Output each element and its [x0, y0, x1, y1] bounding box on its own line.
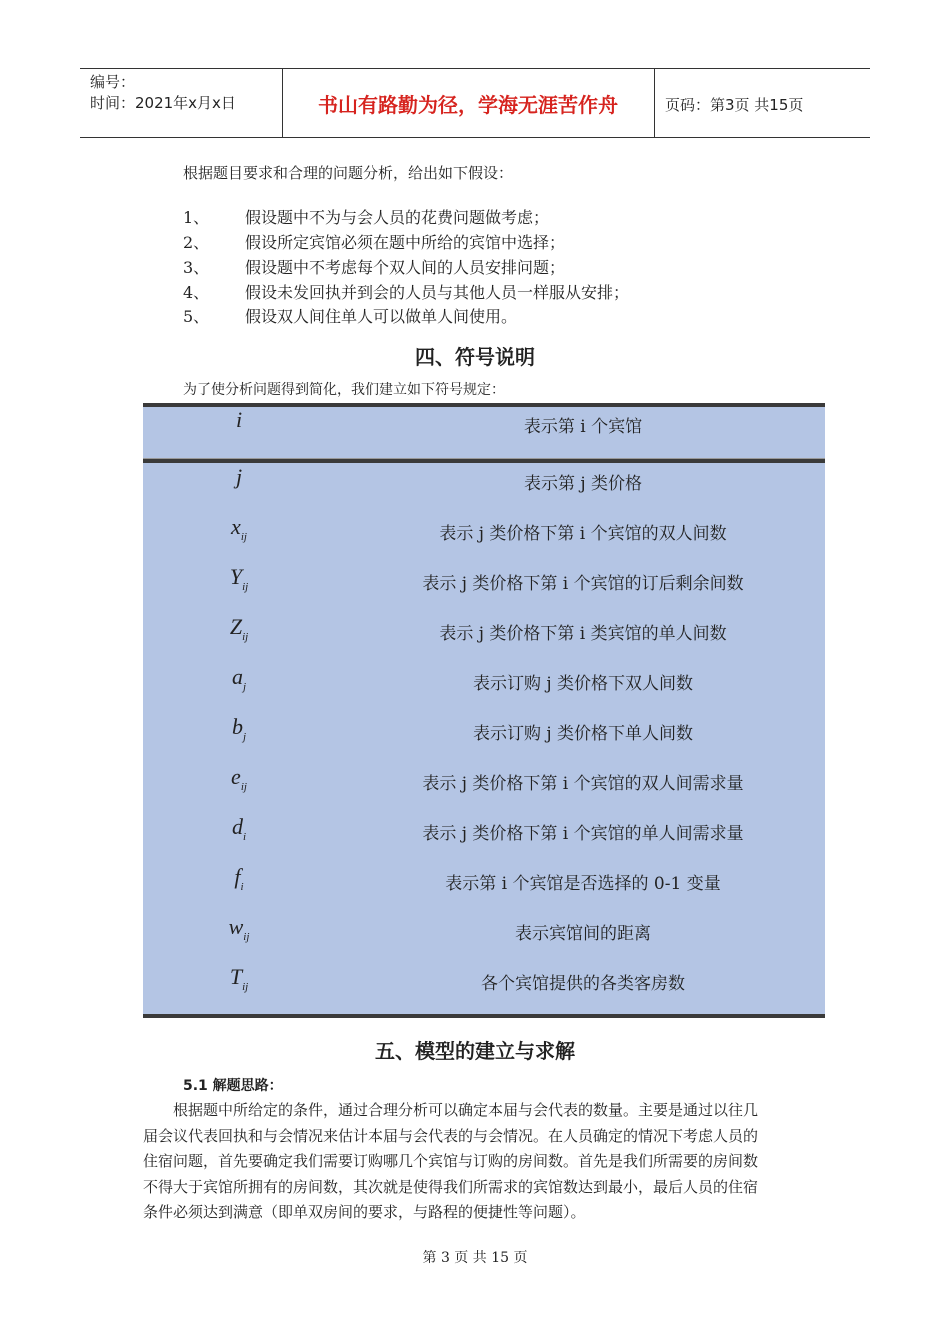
symbol-cell: $Y_{ij}$ [229, 564, 249, 593]
paragraph-line: 不得大于宾馆所拥有的房间数，其次就是使得我们所需求的宾馆数达到最小，最后人员的住宿 [143, 1177, 759, 1196]
table-header-rule [143, 459, 825, 463]
symbol-table [143, 403, 825, 1018]
table-row [143, 564, 825, 594]
paragraph-line: 届会议代表回执和与会情况来估计本届与会代表的与会情况。在人员确定的情况下考虑人员的 [143, 1126, 759, 1145]
list-item: 3、 假设题中不考虑每个双人间的人员安排问题； [183, 258, 566, 277]
list-item: 2、 假设所定宾馆必须在题中所给的宾馆中选择； [183, 233, 566, 252]
list-item: 5、 假设双人间住单人可以做单人间使用。 [183, 307, 518, 326]
table-row [143, 464, 825, 494]
description-cell: 表示 j 类价格下第 i 个宾馆的订后剩余间数 [422, 574, 744, 594]
description-cell: 表示第 j 类价格 [523, 474, 643, 494]
header-page-label: 页码：第3页 共15页 [665, 96, 804, 114]
symbol-cell: $Z_{ij}$ [229, 614, 249, 643]
table-row [143, 664, 825, 694]
table-row [143, 814, 825, 844]
section-4-intro: 为了使分析问题得到简化，我们建立如下符号规定： [183, 382, 505, 398]
table-row [143, 407, 825, 437]
table-row [143, 764, 825, 794]
symbol-cell: j [235, 464, 243, 489]
section-5-title: 五、模型的建立与求解 [375, 1039, 575, 1063]
symbol-cell: $b_j$ [231, 714, 247, 743]
description-cell: 表示第 i 个宾馆是否选择的 0-1 变量 [445, 874, 721, 894]
section-4-title: 四、符号说明 [415, 345, 535, 369]
table-bottom-rule [143, 1014, 825, 1018]
description-cell: 表示 j 类价格下第 i 类宾馆的单人间数 [439, 624, 727, 644]
symbol-cell: $d_i$ [231, 814, 247, 843]
header-info-cell [80, 69, 283, 137]
symbol-cell: i [235, 407, 243, 432]
table-row [143, 864, 825, 894]
description-cell: 表示 j 类价格下第 i 个宾馆的双人间需求量 [422, 774, 744, 794]
paragraph-line: 住宿问题，首先要确定我们需要订购哪几个宾馆与订购的房间数。首先是我们所需要的房间数 [143, 1152, 759, 1170]
symbol-cell: $f_i$ [234, 864, 244, 893]
table-row [143, 964, 825, 994]
description-cell: 表示 j 类价格下第 i 个宾馆的双人间数 [439, 524, 727, 544]
section-5-paragraph [143, 1098, 813, 1226]
description-cell: 表示订购 j 类价格下双人间数 [472, 674, 694, 694]
symbol-cell: $a_j$ [231, 664, 247, 693]
section-5-subtitle: 5.1 解题思路： [183, 1078, 283, 1094]
table-row [143, 714, 825, 744]
symbol-cell: $T_{ij}$ [229, 964, 249, 993]
description-cell: 表示宾馆间的距离 [515, 924, 651, 944]
symbol-cell: $e_{ij}$ [231, 764, 247, 793]
assumptions-intro: 根据题目要求和合理的问题分析，给出如下假设： [183, 164, 514, 182]
paragraph-line: 条件必须达到满意（即单双房间的要求，与路程的便捷性等问题）。 [143, 1203, 586, 1221]
symbol-cell: $w_{ij}$ [228, 914, 250, 943]
header-motto: 书山有路勤为径，学海无涯苦作舟 [282, 69, 655, 137]
description-cell: 各个宾馆提供的各类客房数 [481, 974, 685, 994]
list-item: 1、 假设题中不为与会人员的花费问题做考虑； [183, 208, 550, 227]
table-row [143, 914, 825, 944]
paragraph-line: 根据题中所给定的条件，通过合理分析可以确定本届与会代表的数量。主要是通过以往几 [173, 1101, 759, 1119]
symbol-cell: $x_{ij}$ [231, 514, 247, 543]
description-cell: 表示第 i 个宾馆 [523, 417, 643, 437]
description-cell: 表示订购 j 类价格下单人间数 [472, 724, 694, 744]
page-footer: 第 3 页 共 15 页 [422, 1250, 528, 1266]
table-row [143, 514, 825, 544]
list-item: 4、 假设未发回执并到会的人员与其他人员一样服从安排； [183, 283, 630, 302]
number-label: 编号： [90, 73, 136, 91]
table-row [143, 614, 825, 644]
description-cell: 表示 j 类价格下第 i 个宾馆的单人间需求量 [422, 824, 744, 844]
page-header [80, 68, 870, 138]
date-label: 时间：2021年x月x日 [90, 94, 236, 112]
